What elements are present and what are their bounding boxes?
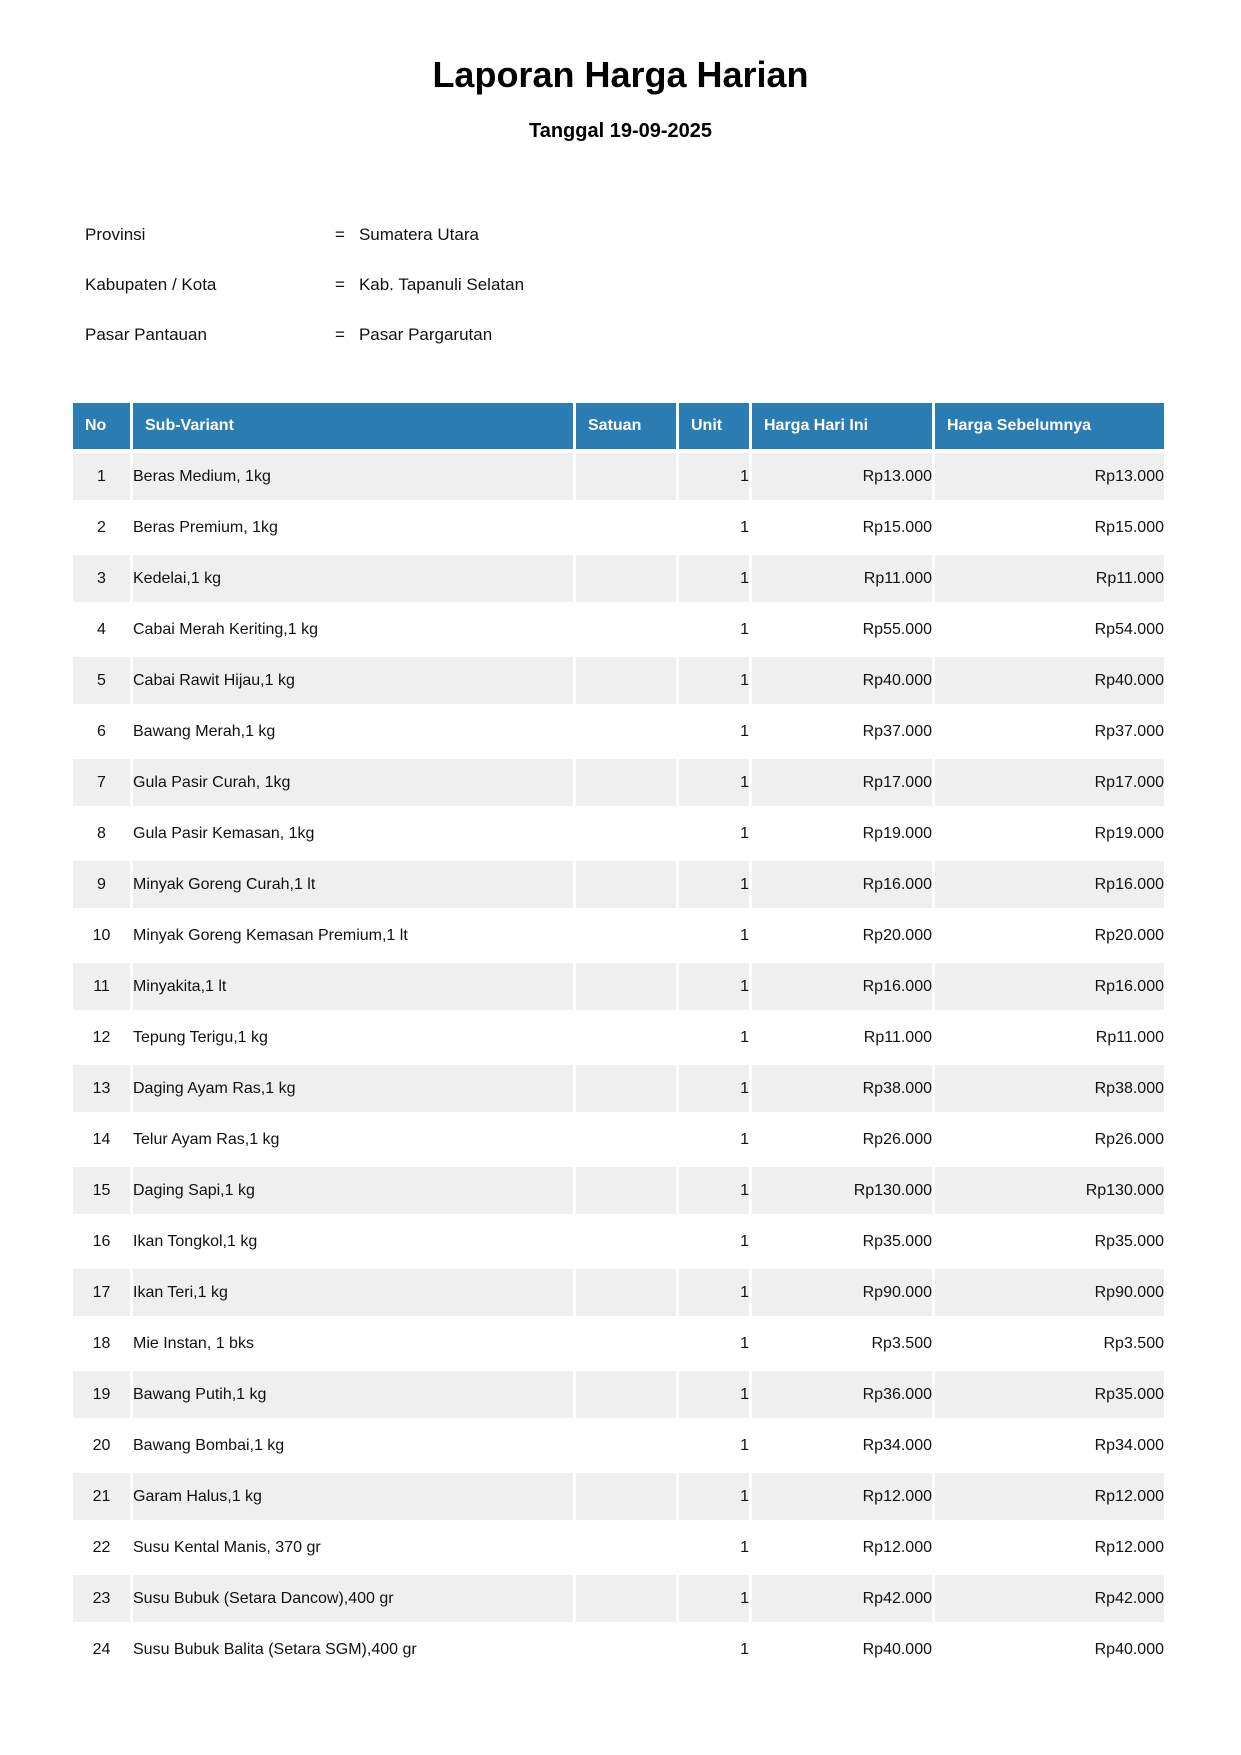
- unit-cell: 1: [679, 657, 749, 704]
- harga-sebelumnya-cell: Rp16.000: [935, 963, 1164, 1010]
- header-cell-satuan: Satuan: [576, 403, 676, 449]
- harga-sebelumnya-cell: Rp38.000: [935, 1065, 1164, 1112]
- satuan-cell: [576, 606, 676, 653]
- table-row: [73, 1014, 1164, 1061]
- unit-cell: 1: [679, 606, 749, 653]
- table-row: [73, 912, 1164, 959]
- row-number-cell: 22: [73, 1524, 130, 1571]
- row-number-cell: 6: [73, 708, 130, 755]
- sub-variant-cell: Minyakita,1 lt: [133, 963, 573, 1010]
- unit-cell: 1: [679, 1473, 749, 1520]
- unit-cell: 1: [679, 1116, 749, 1163]
- table-row: [73, 1422, 1164, 1469]
- harga-sebelumnya-cell: Rp35.000: [935, 1218, 1164, 1265]
- sub-variant-cell: Susu Kental Manis, 370 gr: [133, 1524, 573, 1571]
- row-number-cell: 23: [73, 1575, 130, 1622]
- satuan-cell: [576, 1116, 676, 1163]
- table-row: [73, 759, 1164, 806]
- harga-sebelumnya-cell: Rp11.000: [935, 1014, 1164, 1061]
- sub-variant-cell: Bawang Bombai,1 kg: [133, 1422, 573, 1469]
- row-number-cell: 10: [73, 912, 130, 959]
- table-row: [73, 1167, 1164, 1214]
- unit-cell: 1: [679, 1422, 749, 1469]
- metadata-row: [85, 210, 1241, 260]
- metadata-row: [85, 260, 1241, 310]
- report-metadata: [85, 210, 1241, 360]
- harga-hari-ini-cell: Rp37.000: [752, 708, 932, 755]
- satuan-cell: [576, 963, 676, 1010]
- harga-sebelumnya-cell: Rp13.000: [935, 453, 1164, 500]
- equals-sign: =: [335, 325, 345, 344]
- row-number-cell: 14: [73, 1116, 130, 1163]
- unit-cell: 1: [679, 912, 749, 959]
- harga-hari-ini-cell: Rp19.000: [752, 810, 932, 857]
- satuan-cell: [576, 1320, 676, 1367]
- satuan-cell: [576, 912, 676, 959]
- sub-variant-cell: Susu Bubuk Balita (Setara SGM),400 gr: [133, 1626, 573, 1673]
- table-row: [73, 810, 1164, 857]
- unit-cell: 1: [679, 1218, 749, 1265]
- row-number-cell: 5: [73, 657, 130, 704]
- harga-hari-ini-cell: Rp11.000: [752, 555, 932, 602]
- row-number-cell: 15: [73, 1167, 130, 1214]
- table-row: [73, 1065, 1164, 1112]
- harga-hari-ini-cell: Rp16.000: [752, 963, 932, 1010]
- satuan-cell: [576, 708, 676, 755]
- harga-hari-ini-cell: Rp16.000: [752, 861, 932, 908]
- satuan-cell: [576, 657, 676, 704]
- table-row: [73, 708, 1164, 755]
- table-row: [73, 1116, 1164, 1163]
- sub-variant-cell: Gula Pasir Kemasan, 1kg: [133, 810, 573, 857]
- sub-variant-cell: Tepung Terigu,1 kg: [133, 1014, 573, 1061]
- harga-hari-ini-cell: Rp20.000: [752, 912, 932, 959]
- satuan-cell: [576, 1218, 676, 1265]
- sub-variant-cell: Beras Medium, 1kg: [133, 453, 573, 500]
- equals-sign: =: [335, 225, 345, 244]
- satuan-cell: [576, 1473, 676, 1520]
- satuan-cell: [576, 1422, 676, 1469]
- unit-cell: 1: [679, 1269, 749, 1316]
- table-row: [73, 657, 1164, 704]
- metadata-label: Pasar Pantauan: [85, 325, 207, 344]
- harga-sebelumnya-cell: Rp17.000: [935, 759, 1164, 806]
- row-number-cell: 1: [73, 453, 130, 500]
- unit-cell: 1: [679, 1575, 749, 1622]
- harga-hari-ini-cell: Rp15.000: [752, 504, 932, 551]
- row-number-cell: 11: [73, 963, 130, 1010]
- sub-variant-cell: Kedelai,1 kg: [133, 555, 573, 602]
- row-number-cell: 4: [73, 606, 130, 653]
- sub-variant-cell: Cabai Rawit Hijau,1 kg: [133, 657, 573, 704]
- row-number-cell: 24: [73, 1626, 130, 1673]
- harga-sebelumnya-cell: Rp40.000: [935, 657, 1164, 704]
- harga-hari-ini-cell: Rp55.000: [752, 606, 932, 653]
- unit-cell: 1: [679, 861, 749, 908]
- metadata-value: Sumatera Utara: [358, 225, 479, 244]
- unit-cell: 1: [679, 453, 749, 500]
- table-row: [73, 1218, 1164, 1265]
- harga-hari-ini-cell: Rp35.000: [752, 1218, 932, 1265]
- harga-hari-ini-cell: Rp42.000: [752, 1575, 932, 1622]
- price-table: [70, 399, 1167, 1677]
- row-number-cell: 13: [73, 1065, 130, 1112]
- sub-variant-cell: Daging Ayam Ras,1 kg: [133, 1065, 573, 1112]
- header-cell-no: No: [73, 403, 130, 449]
- satuan-cell: [576, 1065, 676, 1112]
- header-cell-harga-sebelumnya: Harga Sebelumnya: [935, 403, 1164, 449]
- satuan-cell: [576, 1371, 676, 1418]
- sub-variant-cell: Bawang Merah,1 kg: [133, 708, 573, 755]
- satuan-cell: [576, 759, 676, 806]
- unit-cell: 1: [679, 1014, 749, 1061]
- harga-hari-ini-cell: Rp38.000: [752, 1065, 932, 1112]
- header-cell-harga-hari-ini: Harga Hari Ini: [752, 403, 932, 449]
- unit-cell: 1: [679, 1626, 749, 1673]
- unit-cell: 1: [679, 1371, 749, 1418]
- unit-cell: 1: [679, 504, 749, 551]
- satuan-cell: [576, 1626, 676, 1673]
- sub-variant-cell: Cabai Merah Keriting,1 kg: [133, 606, 573, 653]
- harga-hari-ini-cell: Rp36.000: [752, 1371, 932, 1418]
- harga-hari-ini-cell: Rp12.000: [752, 1473, 932, 1520]
- harga-hari-ini-cell: Rp17.000: [752, 759, 932, 806]
- table-row: [73, 555, 1164, 602]
- harga-sebelumnya-cell: Rp12.000: [935, 1524, 1164, 1571]
- header-cell-unit: Unit: [679, 403, 749, 449]
- row-number-cell: 8: [73, 810, 130, 857]
- harga-sebelumnya-cell: Rp130.000: [935, 1167, 1164, 1214]
- sub-variant-cell: Mie Instan, 1 bks: [133, 1320, 573, 1367]
- metadata-label: Kabupaten / Kota: [85, 275, 217, 294]
- header-cell-sub-variant: Sub-Variant: [133, 403, 573, 449]
- harga-hari-ini-cell: Rp40.000: [752, 1626, 932, 1673]
- sub-variant-cell: Beras Premium, 1kg: [133, 504, 573, 551]
- harga-hari-ini-cell: Rp13.000: [752, 453, 932, 500]
- sub-variant-cell: Minyak Goreng Curah,1 lt: [133, 861, 573, 908]
- table-row: [73, 1626, 1164, 1673]
- sub-variant-cell: Ikan Tongkol,1 kg: [133, 1218, 573, 1265]
- row-number-cell: 20: [73, 1422, 130, 1469]
- table-row: [73, 1575, 1164, 1622]
- row-number-cell: 9: [73, 861, 130, 908]
- row-number-cell: 12: [73, 1014, 130, 1061]
- sub-variant-cell: Daging Sapi,1 kg: [133, 1167, 573, 1214]
- harga-sebelumnya-cell: Rp19.000: [935, 810, 1164, 857]
- row-number-cell: 7: [73, 759, 130, 806]
- table-row: [73, 1524, 1164, 1571]
- harga-hari-ini-cell: Rp3.500: [752, 1320, 932, 1367]
- sub-variant-cell: Ikan Teri,1 kg: [133, 1269, 573, 1316]
- unit-cell: 1: [679, 555, 749, 602]
- harga-hari-ini-cell: Rp90.000: [752, 1269, 932, 1316]
- report-date: Tanggal 19-09-2025: [528, 120, 713, 142]
- table-row: [73, 861, 1164, 908]
- harga-hari-ini-cell: Rp40.000: [752, 657, 932, 704]
- table-row: [73, 1473, 1164, 1520]
- unit-cell: 1: [679, 708, 749, 755]
- harga-sebelumnya-cell: Rp35.000: [935, 1371, 1164, 1418]
- harga-sebelumnya-cell: Rp26.000: [935, 1116, 1164, 1163]
- metadata-value: Kab. Tapanuli Selatan: [358, 275, 525, 294]
- harga-sebelumnya-cell: Rp20.000: [935, 912, 1164, 959]
- equals-sign: =: [335, 275, 345, 294]
- harga-sebelumnya-cell: Rp42.000: [935, 1575, 1164, 1622]
- harga-hari-ini-cell: Rp130.000: [752, 1167, 932, 1214]
- satuan-cell: [576, 1014, 676, 1061]
- table-row: [73, 963, 1164, 1010]
- table-row: [73, 1371, 1164, 1418]
- table-row: [73, 606, 1164, 653]
- row-number-cell: 3: [73, 555, 130, 602]
- unit-cell: 1: [679, 1320, 749, 1367]
- harga-sebelumnya-cell: Rp11.000: [935, 555, 1164, 602]
- satuan-cell: [576, 555, 676, 602]
- satuan-cell: [576, 453, 676, 500]
- harga-hari-ini-cell: Rp26.000: [752, 1116, 932, 1163]
- sub-variant-cell: Telur Ayam Ras,1 kg: [133, 1116, 573, 1163]
- metadata-row: [85, 310, 1241, 360]
- harga-sebelumnya-cell: Rp54.000: [935, 606, 1164, 653]
- page-title: Laporan Harga Harian: [432, 54, 809, 95]
- harga-sebelumnya-cell: Rp3.500: [935, 1320, 1164, 1367]
- satuan-cell: [576, 1575, 676, 1622]
- unit-cell: 1: [679, 1065, 749, 1112]
- row-number-cell: 17: [73, 1269, 130, 1316]
- satuan-cell: [576, 1524, 676, 1571]
- sub-variant-cell: Susu Bubuk (Setara Dancow),400 gr: [133, 1575, 573, 1622]
- harga-hari-ini-cell: Rp12.000: [752, 1524, 932, 1571]
- unit-cell: 1: [679, 963, 749, 1010]
- harga-sebelumnya-cell: Rp37.000: [935, 708, 1164, 755]
- metadata-value: Pasar Pargarutan: [358, 325, 493, 344]
- harga-sebelumnya-cell: Rp16.000: [935, 861, 1164, 908]
- harga-hari-ini-cell: Rp34.000: [752, 1422, 932, 1469]
- satuan-cell: [576, 1167, 676, 1214]
- row-number-cell: 2: [73, 504, 130, 551]
- sub-variant-cell: Bawang Putih,1 kg: [133, 1371, 573, 1418]
- row-number-cell: 18: [73, 1320, 130, 1367]
- satuan-cell: [576, 1269, 676, 1316]
- sub-variant-cell: Minyak Goreng Kemasan Premium,1 lt: [133, 912, 573, 959]
- harga-sebelumnya-cell: Rp34.000: [935, 1422, 1164, 1469]
- harga-sebelumnya-cell: Rp90.000: [935, 1269, 1164, 1316]
- unit-cell: 1: [679, 810, 749, 857]
- satuan-cell: [576, 861, 676, 908]
- sub-variant-cell: Garam Halus,1 kg: [133, 1473, 573, 1520]
- table-row: [73, 1269, 1164, 1316]
- satuan-cell: [576, 504, 676, 551]
- sub-variant-cell: Gula Pasir Curah, 1kg: [133, 759, 573, 806]
- harga-sebelumnya-cell: Rp40.000: [935, 1626, 1164, 1673]
- table-row: [73, 453, 1164, 500]
- unit-cell: 1: [679, 759, 749, 806]
- table-row: [73, 1320, 1164, 1367]
- row-number-cell: 21: [73, 1473, 130, 1520]
- table-header-row: [73, 403, 1164, 449]
- harga-sebelumnya-cell: Rp15.000: [935, 504, 1164, 551]
- row-number-cell: 19: [73, 1371, 130, 1418]
- metadata-label: Provinsi: [85, 225, 146, 244]
- satuan-cell: [576, 810, 676, 857]
- table-row: [73, 504, 1164, 551]
- unit-cell: 1: [679, 1167, 749, 1214]
- row-number-cell: 16: [73, 1218, 130, 1265]
- unit-cell: 1: [679, 1524, 749, 1571]
- harga-sebelumnya-cell: Rp12.000: [935, 1473, 1164, 1520]
- harga-hari-ini-cell: Rp11.000: [752, 1014, 932, 1061]
